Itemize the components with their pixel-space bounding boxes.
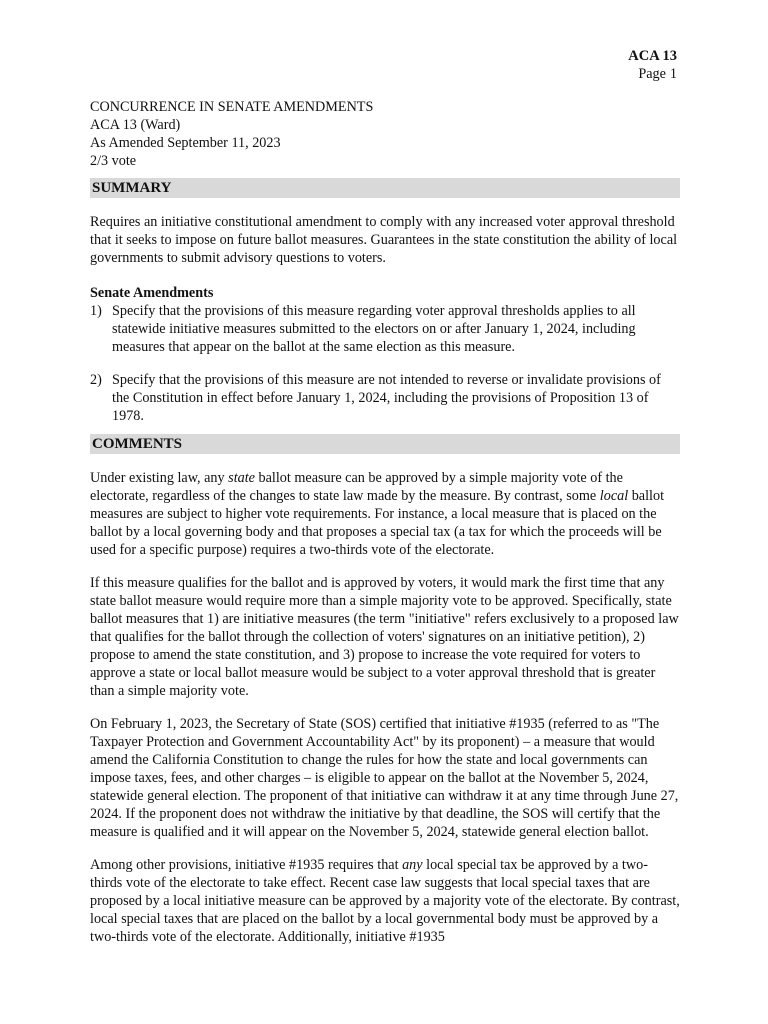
page-label: Page: [638, 66, 666, 82]
comments-paragraph-1: [90, 469, 680, 559]
summary-text: Requires an initiative constitutional amendment to comply with any increased voter approval threshold that it seeks to impose on future ballot measures. Guarantees in the state constitution the ability of local governments to submit advisory questions to voters.: [90, 214, 678, 266]
page-number: [628, 65, 677, 83]
comments-paragraph-3: On February 1, 2023, the Secretary of State (SOS) certified that initiative #1935 (referred to as "The Taxpayer Protection and Government Accountability Act" by its proponent) – a measure that would amend the California Constitution to change the rules for how the state and local governments can impose taxes, fees, and other charges – is eligible to appear on the ballot at the November 5, 2024, statewide general election. The proponent of that initiative can withdraw it at any time through June 27, 2024. If the proponent does not withdraw the initiative by that deadline, the SOS will certify that the measure is qualified and it will appear on the November 5, 2024, statewide general election ballot.: [90, 716, 679, 840]
text-run: local special tax be approved by a two-thirds vote of the electorate to take effect. Recent case law suggests that local special taxes that are proposed by a local initiative measure can be approved by a majority vote of the electorate. By contrast, local special taxes that are placed on the ballot by a local governmental body must be approved by a two-thirds vote of the electorate. Additionally, initiative #1935: [90, 857, 680, 945]
text-run: ballot measures are subject to higher vote requirements. For instance, a local measure that is placed on the ballot by a local governing body and that proposes a special tax (a tax for which the proceeds will be used for a specific purpose) requires a two-thirds vote of the electorate.: [90, 488, 665, 558]
comments-paragraph-4: [90, 856, 680, 946]
comments-paragraph-2: If this measure qualifies for the ballot and is approved by voters, it would mark the first time that any state ballot measure would require more than a simple majority vote to be approved. Specifically, state ballot measures that 1) are initiative measures (the term "initiative" refers exclusively to a proposed law that qualifies for the ballot through the collection of voters' signatures on an initiative petition), 2) propose to amend the state constitution, and 3) propose to increase the vote required for voters to approve a state or local ballot measure would be subject to a voter approval threshold that is greater than a simple majority vote.: [90, 575, 679, 699]
amendment-text: Specify that the provisions of this measure regarding voter approval thresholds applies to all statewide initiative measures submitted to the electors on or after January 1, 2024, including measures that appear on the ballot at the same election as this measure.: [112, 303, 636, 355]
emphasis-any: any: [402, 857, 423, 873]
amendments-list: [90, 302, 680, 425]
meta-title: CONCURRENCE IN SENATE AMENDMENTS: [90, 99, 374, 115]
meta-bill-author: ACA 13 (Ward): [90, 117, 181, 133]
text-run: ballot measure can be approved by a simple majority vote of the electorate, regardless of the changes to state law made by the measure. By contrast, some: [90, 470, 623, 504]
amendment-item: [90, 371, 680, 425]
amendment-item: [90, 302, 680, 356]
text-run: Under existing law, any: [90, 470, 229, 486]
page-number-value: 1: [669, 66, 677, 82]
page-header: [628, 47, 677, 83]
emphasis-local: local: [599, 488, 629, 504]
amendment-number: 2): [90, 372, 102, 388]
bill-meta: [90, 98, 680, 170]
bill-number: ACA 13: [628, 48, 677, 64]
senate-amendments-heading: Senate Amendments: [90, 285, 214, 301]
meta-amended-date: As Amended September 11, 2023: [90, 135, 281, 151]
document-body: [90, 98, 680, 946]
meta-vote: 2/3 vote: [90, 153, 137, 169]
comments-heading: COMMENTS: [90, 434, 680, 454]
amendment-text: Specify that the provisions of this measure are not intended to reverse or invalidate provisions of the Constitution in effect before January 1, 2024, including the provisions of Proposition 13 of 1978.: [112, 372, 661, 424]
text-run: Among other provisions, initiative #1935 requires that: [90, 857, 403, 873]
emphasis-state: state: [228, 470, 255, 486]
amendment-number: 1): [90, 303, 102, 319]
summary-heading: SUMMARY: [90, 178, 680, 198]
